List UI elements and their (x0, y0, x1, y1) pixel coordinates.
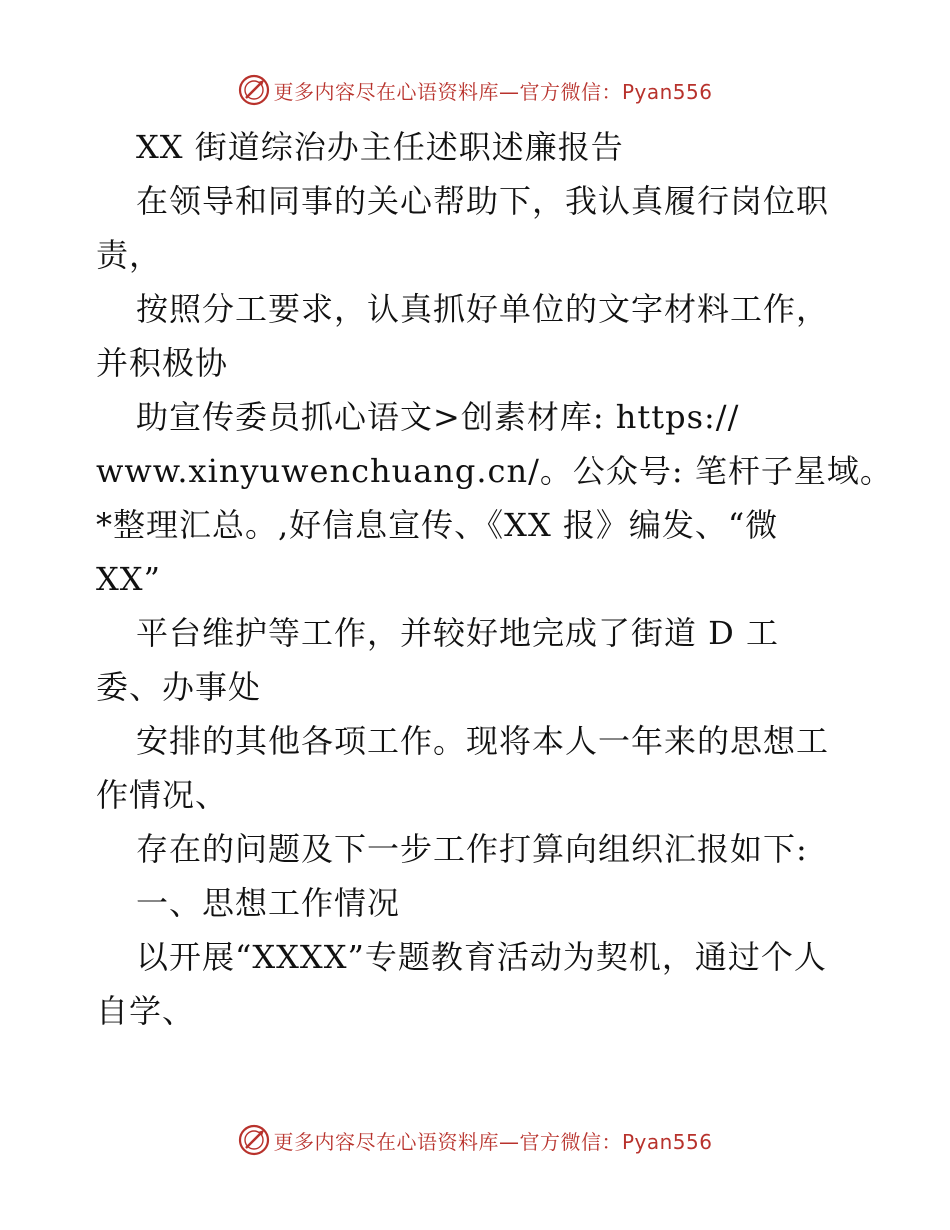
paragraph-line: 按照分工要求，认真抓好单位的文字材料工作， (136, 290, 830, 328)
paragraph-line: 平台维护等工作，并较好地完成了街道 D 工 (136, 614, 780, 652)
paragraph-line: 安排的其他各项工作。现将本人一年来的思想工 (136, 722, 830, 760)
banner-text: 更多内容尽在心语资料库—官方微信：Pyan556 (273, 79, 713, 104)
paragraph-line: 作情况、 (96, 776, 229, 814)
paragraph-line: XX” (96, 560, 161, 598)
paragraph-line: 助宣传委员抓心语文>创素材库: https:// (136, 398, 740, 436)
paragraph-line: 存在的问题及下一步工作打算向组织汇报如下: (136, 830, 808, 868)
paragraph-line: 以开展“XXXX”专题教育活动为契机，通过个人 (136, 938, 827, 976)
paragraph-line: 委、办事处 (96, 668, 262, 706)
logo-icon (237, 1123, 271, 1157)
banner-text: 更多内容尽在心语资料库—官方微信：Pyan556 (273, 1129, 713, 1154)
paragraph-line: www.xinyuwenchuang.cn/。公众号: 笔杆子星域。 (96, 452, 893, 490)
document-title: XX 街道综治办主任述职述廉报告 (136, 128, 624, 166)
header-banner (0, 70, 950, 110)
section-heading: 一、思想工作情况 (136, 884, 401, 922)
footer-banner (0, 1120, 950, 1160)
paragraph-line: 责， (96, 236, 163, 274)
logo-icon (237, 73, 271, 107)
document-body (96, 120, 893, 1038)
paragraph-line: 在领导和同事的关心帮助下，我认真履行岗位职 (136, 182, 830, 220)
paragraph-line: 自学、 (96, 992, 196, 1030)
paragraph-line: 并积极协 (96, 344, 229, 382)
paragraph-line: *整理汇总。,好信息宣传、《XX 报》编发、“微 (96, 506, 779, 544)
